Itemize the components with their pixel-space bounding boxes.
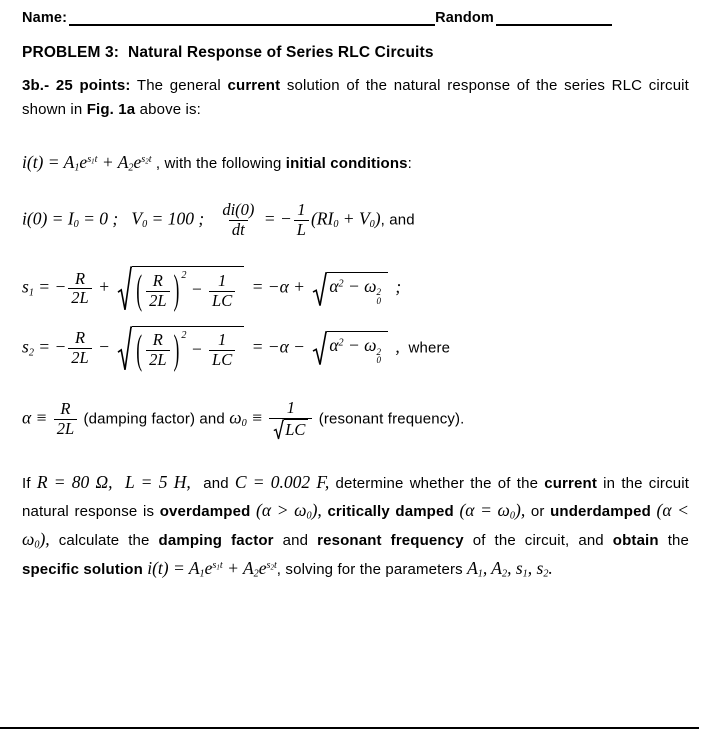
math-subscript: 1: [522, 568, 528, 580]
math-token: (RI: [310, 208, 334, 229]
text-run: determine whether the of the: [335, 475, 545, 493]
fraction-numerator: R: [152, 270, 163, 290]
math-subscript: 2: [128, 162, 134, 174]
math-token: i(0) = I: [22, 208, 74, 229]
points-label: 3b.- 25 points:: [22, 77, 131, 94]
math-token: ≡: [246, 407, 268, 428]
math-token: +: [93, 276, 115, 297]
math-token: ),: [39, 529, 59, 550]
text-run: obtain: [612, 532, 659, 550]
radicand: [327, 272, 388, 307]
math-subscript: 1: [28, 287, 34, 299]
name-header: [22, 10, 689, 26]
math-token: C = 0.002 F,: [234, 472, 336, 493]
radicand: [132, 326, 244, 372]
math-subscript: 0: [306, 510, 312, 522]
math-subscript: 1: [477, 568, 483, 580]
text-run: resonant frequency: [317, 532, 464, 550]
fraction-numerator: 1: [218, 330, 227, 350]
math-token: ;: [391, 276, 402, 297]
math-token: = 0 ; V: [78, 208, 143, 229]
math-token: = −: [259, 208, 292, 229]
fraction-R-over-2L: [68, 270, 91, 309]
radical-sign: [117, 326, 132, 372]
equation-definitions: [22, 399, 689, 440]
fraction-one-over-L: [294, 201, 309, 240]
math-token: s: [22, 336, 29, 357]
fraction-denominator: 2L: [54, 419, 77, 439]
radical-sign: [312, 272, 327, 307]
fraction-denominator: LC: [209, 350, 235, 370]
math-token: = −: [33, 276, 67, 297]
math-token: = 100 ;: [147, 208, 218, 229]
math-token: = −α −: [247, 336, 310, 357]
text-run: overdamped: [159, 503, 251, 521]
text-run: (resonant frequency).: [314, 410, 465, 428]
fraction-denominator: 2L: [68, 348, 91, 368]
math-subscript: 0: [376, 295, 382, 306]
fraction-numerator: 1: [286, 398, 295, 418]
math-token: + A: [97, 152, 129, 172]
fraction-R-over-2L: [146, 331, 169, 370]
fraction-denominator: dt: [229, 220, 248, 240]
math-token: , s: [527, 557, 544, 578]
math-token: s: [87, 154, 92, 166]
text-run: the: [658, 532, 689, 550]
math-token: R = 80 Ω,: [36, 472, 126, 493]
math-token: = −α +: [247, 276, 310, 297]
math-exponent: [141, 154, 151, 165]
text-run: solution of the natural response of the series RLC circuit shown in: [22, 77, 689, 118]
fraction-derivative: [219, 201, 257, 240]
radical: [312, 331, 388, 366]
text-run: , solving for the parameters: [276, 560, 468, 578]
text-run: , with the following: [151, 155, 286, 172]
math-token: , s: [507, 557, 523, 578]
math-token: α ≡: [22, 407, 52, 428]
fraction-denominator: 2L: [146, 350, 169, 370]
math-subscript: 0: [376, 355, 382, 366]
text-run: , and: [380, 211, 415, 229]
math-exponent: [87, 154, 97, 165]
math-token: ),: [515, 500, 531, 521]
math-subscript: 2: [502, 568, 508, 580]
math-token: + A: [222, 557, 254, 578]
math-token: i(t) = A: [22, 152, 75, 172]
math-exponent: [212, 560, 222, 571]
math-token: i(t) = A: [147, 557, 200, 578]
radicand: [327, 331, 388, 366]
close-paren: ): [173, 325, 180, 373]
math-token: e: [204, 557, 213, 578]
fraction-denominator: 2L: [146, 291, 169, 311]
bottom-divider: [0, 727, 699, 729]
math-subscript: 0: [241, 418, 247, 430]
math-token: t: [273, 560, 277, 572]
math-subscript: 0: [369, 219, 375, 231]
math-token: L = 5 H,: [125, 472, 204, 493]
text-run: and: [203, 475, 235, 493]
math-subscript: 2: [145, 159, 149, 167]
math-token: − ω: [343, 335, 377, 356]
name-label: Name:: [22, 10, 68, 26]
fraction-one-over-sqrtLC: [269, 399, 312, 440]
math-subscript: 2: [270, 565, 274, 572]
math-subscript: 2: [28, 347, 34, 358]
math-token: ω: [229, 407, 242, 428]
math-token: e: [79, 152, 88, 172]
radical: [273, 419, 308, 440]
math-subscript: 1: [199, 568, 205, 580]
fraction-numerator: 1: [297, 200, 306, 220]
fraction-denominator: 2L: [68, 288, 91, 308]
math-token: s: [212, 560, 217, 572]
math-token: ): [374, 208, 381, 229]
text-run: :: [407, 155, 412, 172]
math-token: e: [258, 557, 267, 578]
text-run: damping factor: [158, 532, 274, 550]
radicand: [132, 266, 244, 312]
math-subscript: 1: [74, 162, 80, 174]
fraction-R-over-2L: [146, 272, 169, 311]
math-token: ,: [391, 336, 409, 357]
math-token: (α < ω: [22, 500, 689, 550]
math-subscript: 0: [34, 539, 40, 551]
math-exponent: 2: [376, 346, 382, 357]
text-run: If: [22, 475, 37, 493]
math-token: .: [548, 557, 553, 578]
math-subscript: 0: [142, 219, 148, 231]
open-paren: (: [136, 265, 143, 313]
task-paragraph: [22, 468, 689, 583]
radical-sign: [273, 419, 284, 440]
problem-title: PROBLEM 3: Natural Response of Series RLC Circuits: [22, 44, 434, 61]
text-run: underdamped: [550, 503, 651, 521]
text-run: or: [530, 503, 551, 521]
text-run: calculate the: [58, 532, 159, 550]
math-token: + V: [338, 208, 370, 229]
radical-sign: [312, 331, 327, 366]
fraction-numerator: R: [60, 399, 71, 419]
text-run: current: [544, 475, 597, 493]
math-token: (α = ω: [453, 500, 510, 521]
text-run: specific solution: [22, 560, 143, 578]
problem-statement: [22, 74, 689, 122]
equation-s2: [22, 326, 689, 372]
radical: [117, 266, 244, 312]
math-token: −: [186, 279, 208, 300]
open-paren: (: [136, 325, 143, 373]
fraction-denominator: L: [294, 220, 309, 240]
fraction-numerator: R: [74, 268, 86, 288]
math-token: s: [266, 560, 271, 572]
text-run: of the circuit, and: [463, 532, 613, 550]
math-token: s: [141, 154, 146, 166]
math-token: α: [329, 275, 339, 296]
math-subscript: 2: [253, 568, 259, 580]
fraction-one-over-LC: [209, 331, 235, 370]
math-token: s: [22, 276, 29, 297]
text-run: and: [273, 532, 318, 550]
fraction-numerator: 1: [218, 270, 227, 290]
math-subscript: 0: [333, 219, 339, 231]
math-token: t: [148, 154, 152, 166]
math-exponent: [267, 560, 277, 571]
math-token: ),: [311, 500, 328, 521]
math-exponent: 2: [338, 277, 344, 289]
fraction-one-over-LC: [209, 272, 235, 311]
math-token: (α > ω: [250, 500, 307, 521]
math-subscript: 0: [509, 510, 515, 522]
math-exponent: 2: [376, 287, 382, 298]
name-underline: [69, 11, 435, 26]
math-token: t: [94, 154, 98, 166]
text-run: current: [227, 77, 281, 94]
math-exponent: 2: [181, 329, 187, 341]
fraction-denominator: LC: [209, 291, 235, 311]
fraction-numerator: R: [74, 328, 86, 348]
math-token: e: [133, 152, 142, 172]
math-token: −: [93, 336, 115, 357]
radical: [312, 272, 388, 307]
fraction-denominator: [269, 418, 312, 440]
random-label: Random: [435, 10, 494, 26]
equation-general-solution: [22, 152, 689, 175]
text-run: initial conditions: [285, 155, 408, 172]
math-token: = −: [33, 336, 67, 357]
text-run: above is:: [135, 101, 202, 118]
math-token: , A: [482, 557, 502, 578]
math-subscript: 1: [91, 159, 95, 167]
text-run: where: [408, 339, 451, 357]
radical: [117, 326, 244, 372]
math-sub-sup-stack: [377, 288, 382, 305]
math-token: A: [467, 557, 478, 578]
text-run: critically damped: [327, 503, 454, 521]
math-sub-sup-stack: [377, 348, 382, 365]
close-paren: ): [173, 265, 180, 313]
fraction-numerator: R: [152, 330, 163, 350]
text-run: (damping factor) and: [79, 410, 230, 428]
text-run: in the circuit natural response is: [22, 475, 690, 521]
fraction-R-over-2L: [68, 329, 91, 368]
math-token: −: [186, 338, 208, 359]
radical-sign: [117, 266, 132, 312]
math-token: − ω: [343, 275, 377, 296]
equation-s1: [22, 266, 689, 312]
math-token: α: [329, 335, 339, 356]
math-exponent: 2: [338, 337, 344, 349]
math-subscript: 1: [216, 565, 220, 572]
math-token: t: [219, 560, 223, 572]
figure-reference: Fig. 1a: [86, 101, 136, 118]
fraction-R-over-2L: [54, 400, 77, 439]
radicand: LC: [284, 419, 308, 440]
equation-initial-conditions: [22, 201, 689, 240]
math-exponent: 2: [181, 270, 187, 282]
fraction-numerator: di(0): [222, 200, 255, 220]
text-run: The general: [130, 77, 228, 94]
math-subscript: 2: [543, 568, 549, 580]
math-subscript: 0: [73, 219, 79, 231]
random-underline: [496, 11, 612, 26]
